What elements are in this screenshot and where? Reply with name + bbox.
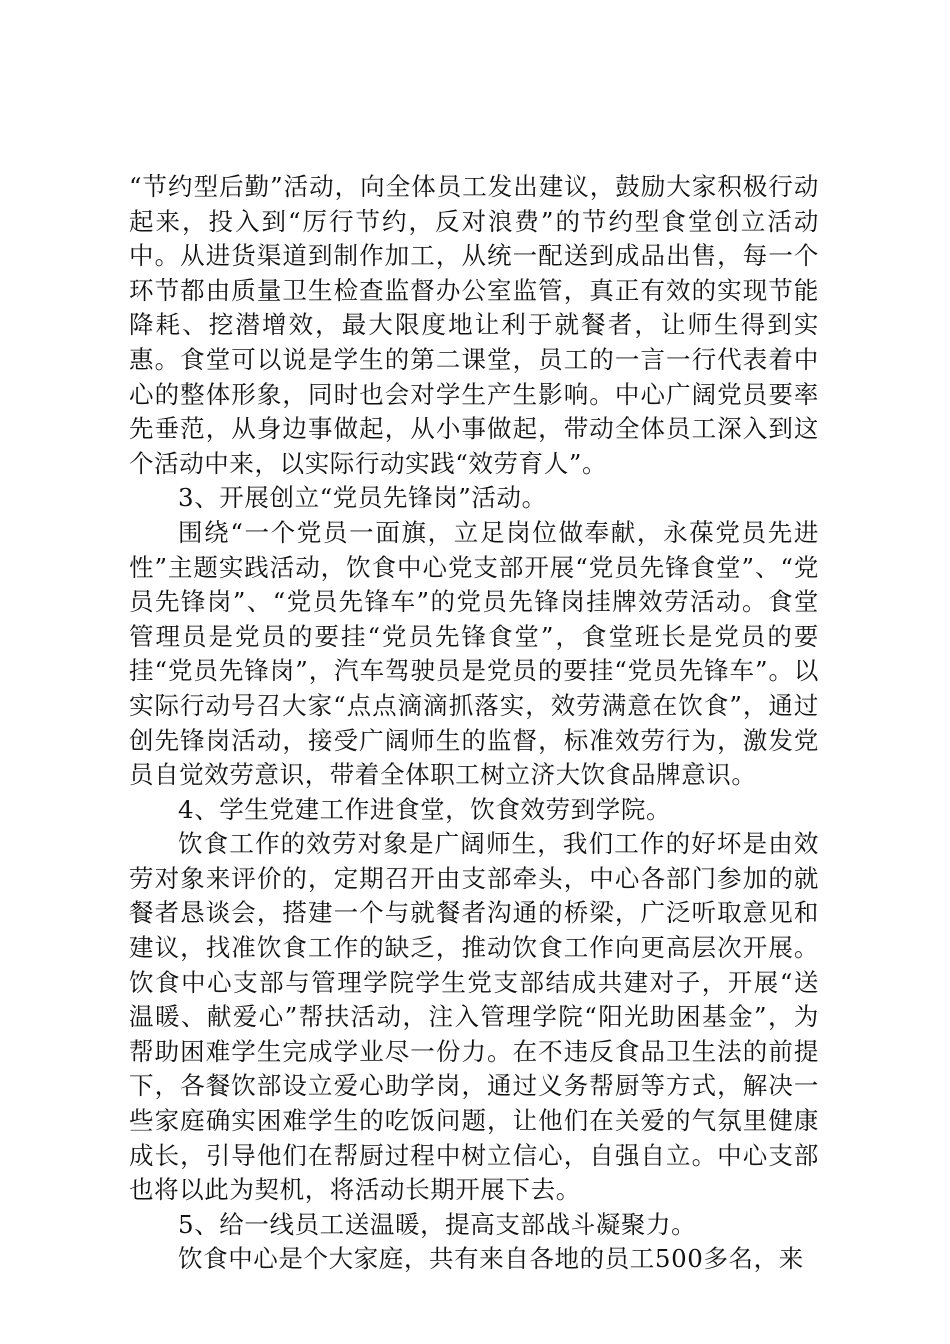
paragraph-staff-warmth: 饮食中心是个大家庭，共有来自各地的员工500多名，来 bbox=[178, 1244, 804, 1274]
paragraph-energy-saving: “节约型后勤”活动，向全体员工发出建议，鼓励大家积极行动起来，投入到“厉行节约，反对浪费”的节约型食堂创立活动中。从进货渠道到制作加工，从统一配送到成品出售，每一个环节都由质量卫生检查监督办公室监管，真正有效的实现节能降耗、挖潜增效，最大限度地让利于就餐者，让师生得到实惠。食堂可以说是学生的第二课堂，员工的一言一行代表着中心的整体形象，同时也会对学生产生影响。中心广阔党员要率先垂范，从身边事做起，从小事做起，带动全体员工深入到这个活动中来，以实际行动实践“效劳育人”。 bbox=[129, 172, 819, 478]
section-heading-4: 4、学生党建工作进食堂，饮食效劳到学院。 bbox=[178, 794, 672, 824]
paragraph-party-pioneer-post: 围绕“一个党员一面旗，立足岗位做奉献，永葆党员先进性”主题实践活动，饮食中心党支部开展“党员先锋食堂”、“党员先锋岗”、“党员先锋车”的党员先锋岗挂牌效劳活动。食堂管理员是党员的要挂“党员先锋食堂”，食堂班长是党员的要挂“党员先锋岗”，汽车驾驶员是党员的要挂“党员先锋车”。以实际行动号召大家“点点滴滴抓落实，效劳满意在饮食”，通过创先锋岗活动，接受广阔师生的监督，标准效劳行为，激发党员自觉效劳意识，带着全体职工树立济大饮食品牌意识。 bbox=[129, 517, 819, 790]
document-body bbox=[129, 170, 819, 1277]
section-heading-3: 3、开展创立“党员先锋岗”活动。 bbox=[178, 483, 547, 513]
paragraph-student-party-building: 饮食工作的效劳对象是广阔师生，我们工作的好坏是由效劳对象来评价的，定期召开由支部牵头，中心各部门参加的就餐者恳谈会，搭建一个与就餐者沟通的桥梁，广泛听取意见和建议，找准饮食工作的缺乏，推动饮食工作向更高层次开展。饮食中心支部与管理学院学生党支部结成共建对子，开展“送温暖、献爱心”帮扶活动，注入管理学院“阳光助困基金”，为帮助困难学生完成学业尽一份力。在不违反食品卫生法的前提下，各餐饮部设立爱心助学岗，通过义务帮厨等方式，解决一些家庭确实困难学生的吃饭问题，让他们在关爱的气氛里健康成长，引导他们在帮厨过程中树立信心，自强自立。中心支部也将以此为契机，将活动长期开展下去。 bbox=[129, 829, 819, 1205]
section-heading-5: 5、给一线员工送温暖，提高支部战斗凝聚力。 bbox=[178, 1209, 697, 1239]
